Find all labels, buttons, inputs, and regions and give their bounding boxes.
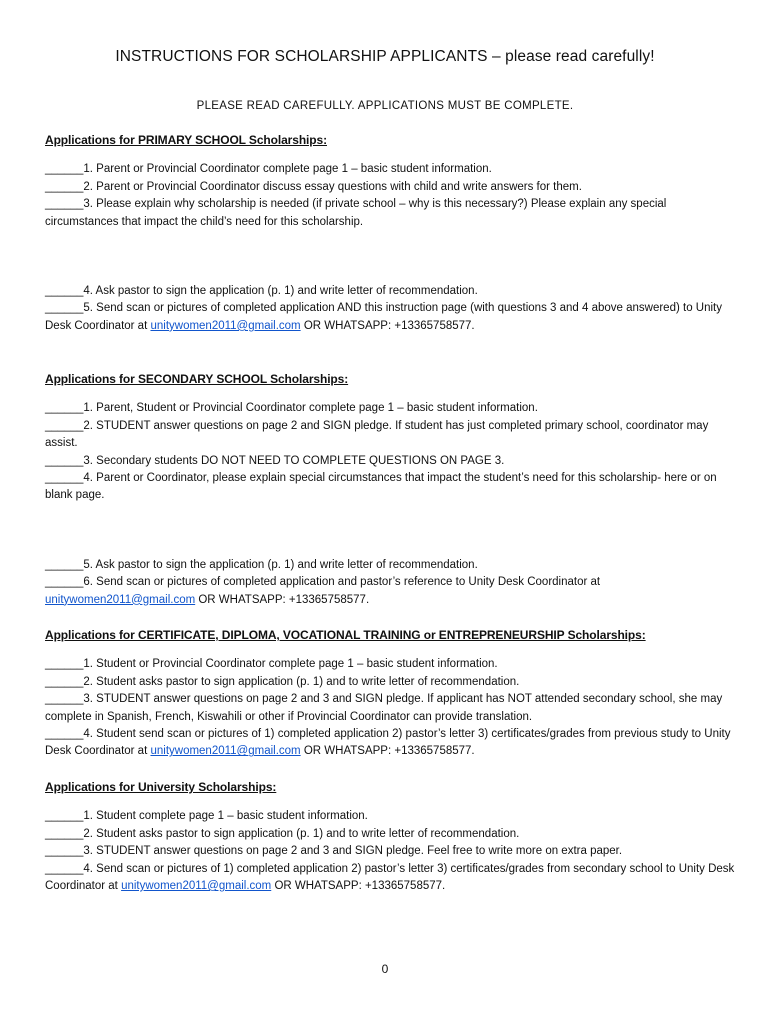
university-item-2: ______2. Student asks pastor to sign application (p. 1) and to write letter of recommendation.: [45, 827, 520, 840]
university-item-4-text: ______4. Send scan or pictures of 1) completed application 2) pastor’s letter 3) certificates/grades from secondary school to Unity Desk Coordinator at: [45, 862, 735, 893]
secondary-item-6-text: ______6. Send scan or pictures of completed application and pastor’s reference to Unity Desk Coordinator at: [45, 576, 601, 589]
primary-item-2: ______2. Parent or Provincial Coordinator discuss essay questions with child and write answers for them.: [45, 180, 582, 193]
certificate-item-4: [45, 726, 735, 761]
secondary-heading: Applications for SECONDARY SCHOOL Scholarships:: [45, 372, 349, 386]
certificate-item-2: ______2. Student asks pastor to sign application (p. 1) and to write letter of recommendation.: [45, 675, 520, 688]
secondary-item-1: ______1. Parent, Student or Provincial Coordinator complete page 1 – basic student information.: [45, 402, 538, 415]
secondary-item-6: [45, 574, 735, 609]
page-title: INSTRUCTIONS FOR SCHOLARSHIP APPLICANTS – please read carefully!: [115, 48, 655, 65]
certificate-section: [45, 627, 735, 761]
primary-item-1: ______1. Parent or Provincial Coordinator complete page 1 – basic student information.: [45, 163, 492, 176]
primary-item-3: ______3. Please explain why scholarship is needed (if private school – why is this necessary?) Please explain any special circumstances that impact the child’s need for this scholarship.: [45, 198, 667, 228]
certificate-item-1: ______1. Student or Provincial Coordinator complete page 1 – basic student information.: [45, 658, 498, 671]
secondary-item-4: ______4. Parent or Coordinator, please explain special circumstances that impact the student’s need for this scholarship- here or on blank page.: [45, 472, 717, 502]
email-link[interactable]: unitywomen2011@gmail.com: [150, 319, 301, 332]
page-subtitle: PLEASE READ CAREFULLY. APPLICATIONS MUST BE COMPLETE.: [196, 100, 574, 112]
primary-heading: Applications for PRIMARY SCHOOL Scholarships:: [45, 133, 327, 147]
secondary-section: [45, 371, 735, 609]
email-link[interactable]: unitywomen2011@gmail.com: [121, 880, 272, 893]
university-heading: Applications for University Scholarships:: [45, 780, 277, 794]
university-section: [45, 779, 735, 895]
page-number: 0: [381, 962, 389, 976]
primary-item-5-contact: OR WHATSAPP: +13365758577.: [300, 319, 475, 332]
university-item-1: ______1. Student complete page 1 – basic student information.: [45, 810, 368, 823]
certificate-item-3: ______3. STUDENT answer questions on page 2 and 3 and SIGN pledge. If applicant has NOT attended secondary school, she may complete in Spanish, French, Kiswahili or other if Provincial Coordinator can provide translation.: [45, 693, 723, 723]
primary-item-5: [45, 300, 735, 335]
answer-space: [45, 231, 735, 283]
certificate-heading: Applications for CERTIFICATE, DIPLOMA, VOCATIONAL TRAINING or ENTREPRENEURSHIP Scholarships:: [45, 628, 646, 642]
email-link[interactable]: unitywomen2011@gmail.com: [150, 745, 301, 758]
secondary-item-6-contact: OR WHATSAPP: +13365758577.: [195, 593, 370, 606]
primary-item-5-text: ______5. Send scan or pictures of completed application AND this instruction page (with questions 3 and 4 above answered) to Unity Desk Coordinator at: [45, 302, 722, 332]
university-item-4-contact: OR WHATSAPP: +13365758577.: [271, 880, 446, 893]
university-item-4: [45, 861, 735, 896]
email-link[interactable]: unitywomen2011@gmail.com: [45, 593, 196, 606]
secondary-item-5: ______5. Ask pastor to sign the application (p. 1) and write letter of recommendation.: [45, 558, 478, 571]
certificate-item-4-contact: OR WHATSAPP: +13365758577.: [300, 745, 475, 758]
secondary-item-2: ______2. STUDENT answer questions on page 2 and SIGN pledge. If student has just completed primary school, coordinator may assist.: [45, 419, 709, 450]
university-item-3: ______3. STUDENT answer questions on page 2 and 3 and SIGN pledge. Feel free to write more on extra paper.: [45, 845, 623, 858]
answer-space: [45, 505, 735, 557]
secondary-item-3: ______3. Secondary students DO NOT NEED TO COMPLETE QUESTIONS ON PAGE 3.: [45, 454, 505, 467]
primary-item-4: ______4. Ask pastor to sign the application (p. 1) and write letter of recommendation.: [45, 285, 478, 298]
certificate-item-4-text: ______4. Student send scan or pictures of 1) completed application 2) pastor’s letter 3) certificates/grades from previous study to Unity Desk Coordinator at: [45, 728, 731, 758]
primary-section: [45, 132, 735, 335]
